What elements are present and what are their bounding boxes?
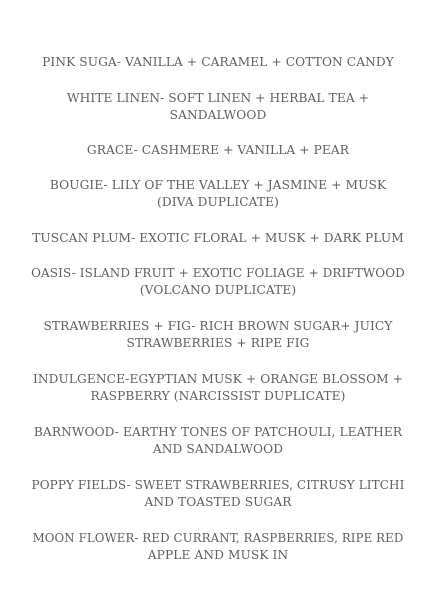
scent-line: AND TOASTED SUGAR [144, 495, 292, 509]
scent-item-indulgence [30, 371, 406, 405]
scent-line: TUSCAN PLUM- EXOTIC FLORAL + MUSK + DARK PLUM [32, 231, 404, 245]
scent-item-tuscan-plum [30, 230, 406, 247]
scent-line: PINK SUGA- VANILLA + CARAMEL + COTTON CANDY [42, 55, 394, 69]
scent-item-barnwood [30, 424, 406, 458]
scent-line: POPPY FIELDS- SWEET STRAWBERRIES, CITRUSY LITCHI [31, 478, 405, 492]
scent-item-pink-suga [30, 54, 406, 71]
scent-item-moon-flower [30, 530, 406, 564]
scent-item-poppy-fields [30, 477, 406, 511]
scent-item-white-linen [30, 90, 406, 124]
scent-line: MOON FLOWER- RED CURRANT, RASPBERRIES, RIPE RED [32, 531, 404, 545]
scent-line: BOUGIE- LILY OF THE VALLEY + JASMINE + MUSK [49, 178, 387, 192]
scent-line: (VOLCANO DUPLICATE) [139, 283, 297, 297]
scent-line: GRACE- CASHMERE + VANILLA + PEAR [86, 143, 350, 157]
scent-line: STRAWBERRIES + FIG- RICH BROWN SUGAR+ JUICY [43, 319, 393, 333]
scent-line: (DIVA DUPLICATE) [157, 195, 279, 209]
scent-line: STRAWBERRIES + RIPE FIG [126, 336, 310, 350]
scent-line: SANDALWOOD [169, 108, 267, 122]
scent-line: WHITE LINEN- SOFT LINEN + HERBAL TEA + [66, 91, 370, 105]
scent-line: AND SANDALWOOD [152, 442, 284, 456]
scent-line: INDULGENCE-EGYPTIAN MUSK + ORANGE BLOSSOM + [32, 372, 404, 386]
scent-item-grace [30, 142, 406, 159]
scent-line: BARNWOOD- EARTHY TONES OF PATCHOULI, LEATHER [33, 425, 403, 439]
scent-item-oasis [30, 265, 406, 299]
scent-line: OASIS- ISLAND FRUIT + EXOTIC FOLIAGE + DRIFTWOOD [31, 266, 405, 280]
scent-line: APPLE AND MUSK IN [147, 548, 289, 562]
scent-item-bougie [30, 177, 406, 211]
scent-line: RASPBERRY (NARCISSIST DUPLICATE) [90, 389, 346, 403]
scent-item-strawberries-fig [30, 318, 406, 352]
